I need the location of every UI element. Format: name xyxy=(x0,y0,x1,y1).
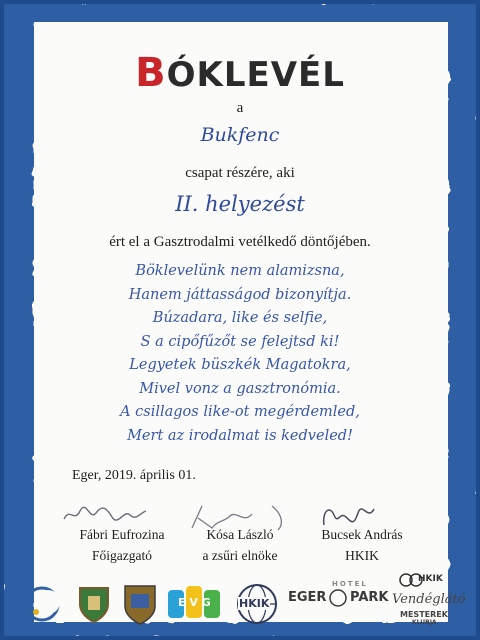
shield-logo-icon xyxy=(120,582,160,626)
signature-scribble-1 xyxy=(60,503,150,527)
crescent-logo-icon xyxy=(20,582,64,626)
achievement-text: ért el a Gasztrodalmi vetélkedő döntőjében. xyxy=(109,234,371,250)
poem-line: Mert az irodalmat is kedveled! xyxy=(127,427,353,444)
issue-date: Eger, 2019. április 01. xyxy=(72,468,196,483)
placement: II. helyezést xyxy=(175,192,305,216)
title-rest: ÓKLEVÉL xyxy=(166,55,345,95)
hotel-star-icon xyxy=(328,588,348,608)
poem-line: Búzadara, like és selfie, xyxy=(152,310,328,326)
evg-logo-text: E V G xyxy=(178,596,211,609)
team-name: Bukfenc xyxy=(200,124,280,146)
signer-name-1: Fábri Eufrozina xyxy=(79,527,165,542)
crest-logo-icon xyxy=(74,582,114,626)
poem-line: Hanem játtasságod bizonyítja. xyxy=(128,286,352,303)
hkik-logo-text: HKIK xyxy=(239,597,270,610)
certificate-title xyxy=(0,50,480,96)
signer-name-2: Kósa László xyxy=(206,527,274,542)
poem-line: S a cipőfűzőt se felejtsd ki! xyxy=(140,333,340,350)
poem-line: Mivel vonz a gasztronómia. xyxy=(139,380,341,397)
mesterek-label: MESTEREK xyxy=(400,610,448,619)
signer-role-1: Főigazgató xyxy=(92,548,152,563)
poem-line: A csillagos like-ot megérdemled, xyxy=(120,404,360,420)
sponsor-logos xyxy=(20,574,466,632)
signer-name-3: Bucsek András xyxy=(321,527,403,542)
poem xyxy=(0,260,480,448)
vendeglato-label: Vendéglátó xyxy=(392,592,466,607)
signer-role-3: HKIK xyxy=(345,548,379,563)
poem-line: Böklevelünk nem alamizsna, xyxy=(135,263,345,279)
poem-line: Legyetek büszkék Magatokra, xyxy=(129,357,351,373)
klubja-label: KLUBJA xyxy=(412,619,437,626)
eger-label: EGER xyxy=(288,590,327,605)
title-first-letter: B xyxy=(135,50,167,96)
signer-role-2: a zsűri elnöke xyxy=(202,548,278,563)
park-label: PARK xyxy=(350,590,389,605)
hkik-small-label: HKIK xyxy=(418,574,443,584)
line-a: a xyxy=(236,100,244,116)
hotel-label: HOTEL xyxy=(332,580,368,588)
team-suffix: csapat részére, aki xyxy=(185,165,295,181)
